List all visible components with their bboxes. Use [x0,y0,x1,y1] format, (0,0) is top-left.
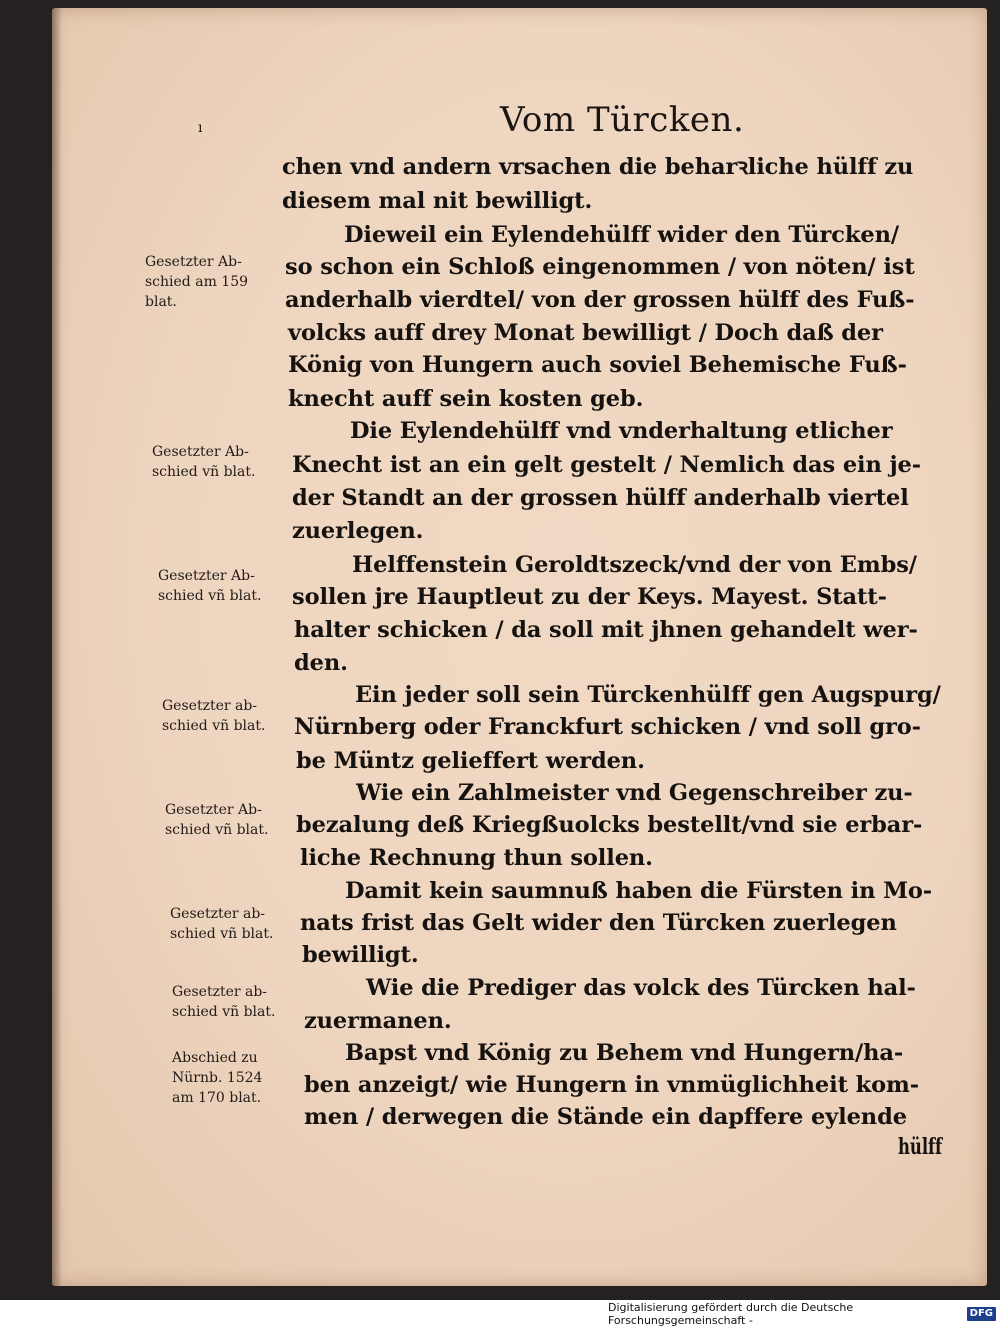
text-line: Ein jeder soll sein Türckenhülff gen Augspurg/ [355,682,941,708]
margin-note-line: Gesetzter Ab- [158,568,255,584]
page-mark: ı [198,120,203,136]
margin-note [162,696,265,736]
margin-note-line: Gesetzter Ab- [165,802,262,818]
text-line: anderhalb vierdtel/ von der grossen hülff des Fuß- [285,287,915,313]
margin-note-line: Gesetzter ab- [172,984,268,1000]
text-line: bezalung deß Kriegßuolcks bestellt/vnd sie erbar- [296,812,923,838]
margin-note-line: schied vñ blat. [158,588,262,604]
text-line: den. [294,650,348,676]
margin-note [172,1048,262,1108]
margin-note-line: schied vñ blat. [165,822,269,838]
margin-note-line: Gesetzter Ab- [152,444,249,460]
text-line: Wie die Prediger das volck des Türcken hal- [366,975,916,1001]
text-line: Helffenstein Geroldtszeck/vnd der von Embs/ [352,552,917,578]
text-line: ben anzeigt/ wie Hungern in vnmüglichheit kom- [304,1072,919,1098]
text-line: be Müntz gelieffert werden. [296,748,645,774]
footer-text: Digitalisierung gefördert durch die Deutsche Forschungsgemeinschaft - [608,1301,854,1327]
text-line: der Standt an der grossen hülff anderhalb viertel [292,485,909,511]
margin-note-line: schied vñ blat. [172,1004,276,1020]
text-line: nats frist das Gelt wider den Türcken zuerlegen [300,910,897,936]
margin-note-line: schied vñ blat. [162,718,266,734]
margin-note-line: Abschied zu [172,1050,258,1066]
margin-note-line: Gesetzter ab- [170,906,266,922]
running-head: Vom Türcken. [500,100,745,140]
margin-note [170,904,273,944]
text-line: zuerlegen. [292,518,424,544]
text-line: Wie ein Zahlmeister vnd Gegenschreiber zu- [356,780,913,806]
margin-note-line: Nürnb. 1524 [172,1070,263,1086]
text-line: Dieweil ein Eylendehülff wider den Türcken/ [344,222,899,248]
margin-note-line: schied vñ blat. [170,926,274,942]
margin-note-line: am 170 blat. [172,1090,262,1106]
text-line: men / derwegen die Stände ein dapffere eylende [304,1104,907,1130]
margin-note [152,442,255,482]
text-line: zuermanen. [304,1008,452,1034]
text-line: Bapst vnd König zu Behem vnd Hungern/ha- [345,1040,904,1066]
margin-note-line: schied am 159 [145,274,249,290]
text-line: sollen jre Hauptleut zu der Keys. Mayest. Statt- [292,584,887,610]
dfg-logo: DFG [967,1307,996,1321]
text-line: liche Rechnung thun sollen. [300,845,653,871]
text-line: bewilligt. [302,942,419,968]
text-line: so schon ein Schloß eingenommen / von nöten/ ist [285,254,915,280]
text-line: volcks auff drey Monat bewilligt / Doch daß der [288,320,883,346]
text-line: halter schicken / da soll mit jhnen gehandelt wer- [294,617,918,643]
margin-note [172,982,275,1022]
margin-note [158,566,261,606]
text-line: Knecht ist an ein gelt gestelt / Nemlich das ein je- [292,452,921,478]
footer-credit [608,1301,996,1327]
margin-note-line: Gesetzter ab- [162,698,258,714]
text-line: hülff [898,1134,943,1160]
text-line: Damit kein saumnuß haben die Fürsten in Mo- [345,878,933,904]
text-line: Nürnberg oder Franckfurt schicken / vnd soll gro- [294,714,921,740]
margin-note-line: Gesetzter Ab- [145,254,242,270]
margin-note [165,800,268,840]
text-line: Die Eylendehülff vnd vnderhaltung etlicher [350,418,893,444]
text-line: knecht auff sein kosten geb. [288,386,644,412]
margin-note [145,252,248,312]
margin-note-line: blat. [145,294,177,310]
text-line: diesem mal nit bewilligt. [282,188,593,214]
margin-note-line: schied vñ blat. [152,464,256,480]
text-line: König von Hungern auch soviel Behemische Fuß- [288,352,907,378]
text-line: chen vnd andern vrsachen die beharꝛliche hülff zu [282,154,914,180]
spine-shadow [52,8,62,1286]
